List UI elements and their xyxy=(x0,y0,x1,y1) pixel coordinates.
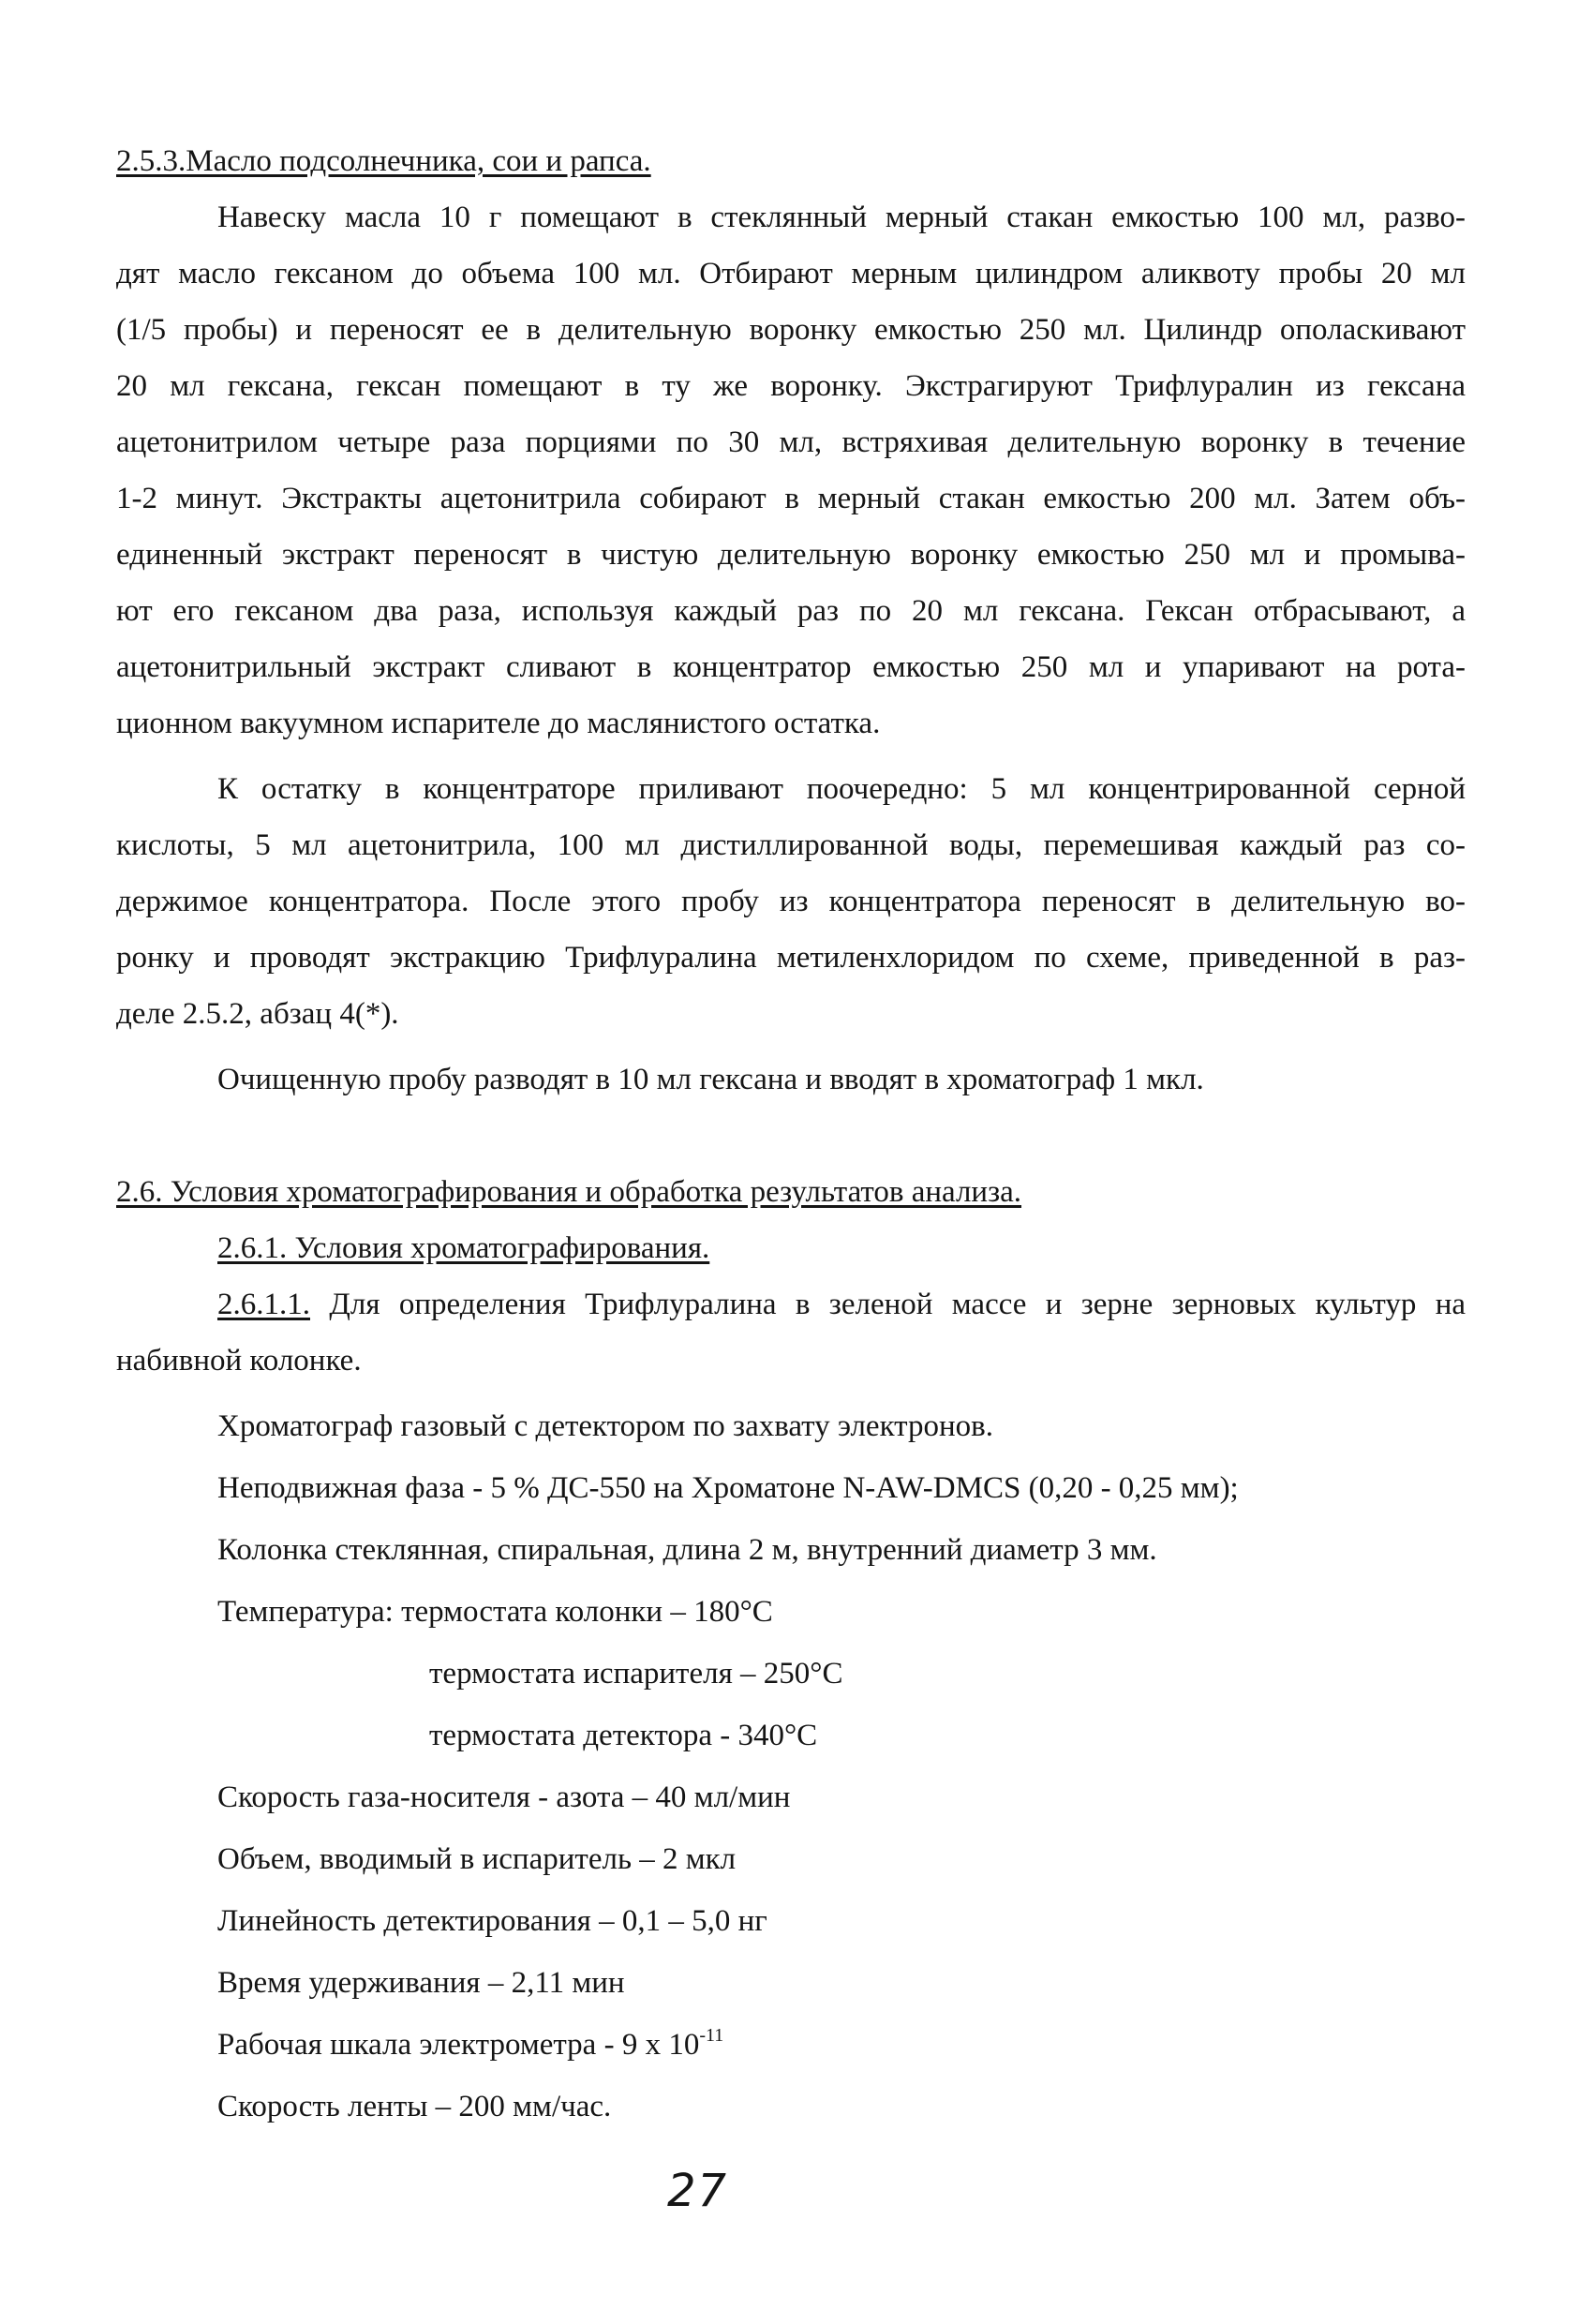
condition-retention: Время удерживания – 2,11 мин xyxy=(217,1966,625,2000)
condition-temp-evaporator: термостата испарителя – 250°С xyxy=(429,1657,843,1691)
item-2-6-1-1 xyxy=(217,1286,1466,1323)
section-heading-2-5-3: 2.5.3.Масло подсолнечника, сои и рапса. xyxy=(116,144,651,178)
text-line: 20 мл гексана, гексан помещают в ту же воронку. Экстрагируют Трифлуралин из гексана xyxy=(116,369,1466,403)
scale-exponent: -11 xyxy=(699,2025,724,2046)
text-line: ацетонитрильный экстракт сливают в концентратор емкостью 250 мл и упаривают на рота- xyxy=(116,650,1466,684)
item-text: Для определения Трифлуралина в зеленой массе и зерне зерновых культур на xyxy=(329,1288,1466,1321)
condition-column: Колонка стеклянная, спиральная, длина 2 м, внутренний диаметр 3 мм. xyxy=(217,1533,1157,1567)
page-number: 27 xyxy=(667,2165,729,2217)
text-line: кислоты, 5 мл ацетонитрила, 100 мл дистиллированной воды, перемешивая каждый раз со- xyxy=(116,828,1466,862)
condition-linearity: Линейность детектирования – 0,1 – 5,0 нг xyxy=(217,1904,767,1938)
condition-scale xyxy=(217,2026,723,2063)
text-line: дят масло гексаном до объема 100 мл. Отбирают мерным цилиндром аликвоту пробы 20 мл xyxy=(116,257,1466,290)
condition-temp-detector: термостата детектора - 340°С xyxy=(429,1719,818,1752)
text-line: К остатку в концентраторе приливают поочередно: 5 мл концентрированной серной xyxy=(217,772,1466,806)
text-line: ронку и проводят экстракцию Трифлуралина метиленхлоридом по схеме, приведенной в раз- xyxy=(116,941,1466,975)
condition-temp-column: Температура: термостата колонки – 180°С xyxy=(217,1595,773,1629)
text-line: держимое концентратора. После этого пробу из концентратора переносят в делительную во- xyxy=(116,885,1466,918)
text-line: единенный экстракт переносят в чистую делительную воронку емкостью 250 мл и промыва- xyxy=(116,538,1466,572)
text-line: набивной колонке. xyxy=(116,1344,362,1378)
condition-chromatograph: Хроматограф газовый с детектором по захвату электронов. xyxy=(217,1409,993,1443)
text-line: 1-2 минут. Экстракты ацетонитрила собирают в мерный стакан емкостью 200 мл. Затем объ- xyxy=(116,482,1466,515)
condition-tape-speed: Скорость ленты – 200 мм/час. xyxy=(217,2090,612,2123)
condition-volume: Объем, вводимый в испаритель – 2 мкл xyxy=(217,1842,737,1876)
subsection-heading-2-6-1: 2.6.1. Условия хроматографирования. xyxy=(217,1231,710,1265)
text-line: ционном вакуумном испарителе до маслянистого остатка. xyxy=(116,707,881,740)
paragraph-injection: Очищенную пробу разводят в 10 мл гексана и вводят в хроматограф 1 мкл. xyxy=(217,1063,1204,1096)
text-line: ацетонитрилом четыре раза порциями по 30 мл, встряхивая делительную воронку в течение xyxy=(116,425,1466,459)
text-line: (1/5 пробы) и переносят ее в делительную воронку емкостью 250 мл. Цилиндр ополаскивают xyxy=(116,313,1466,347)
item-number: 2.6.1.1. xyxy=(217,1288,310,1321)
text-line: ют его гексаном два раза, используя каждый раз по 20 мл гексана. Гексан отбрасывают, а xyxy=(116,594,1466,628)
section-heading-2-6: 2.6. Условия хроматографирования и обработка результатов анализа. xyxy=(116,1175,1022,1209)
condition-gas-speed: Скорость газа-носителя - азота – 40 мл/мин xyxy=(217,1780,791,1814)
scale-text: Рабочая шкала электрометра - 9 х 10 xyxy=(217,2028,700,2062)
text-line: Навеску масла 10 г помещают в стеклянный мерный стакан емкостью 100 мл, разво- xyxy=(217,201,1466,234)
condition-phase: Неподвижная фаза - 5 % ДС-550 на Хроматоне N-AW-DMCS (0,20 - 0,25 мм); xyxy=(217,1471,1239,1505)
text-line: деле 2.5.2, абзац 4(*). xyxy=(116,997,399,1031)
